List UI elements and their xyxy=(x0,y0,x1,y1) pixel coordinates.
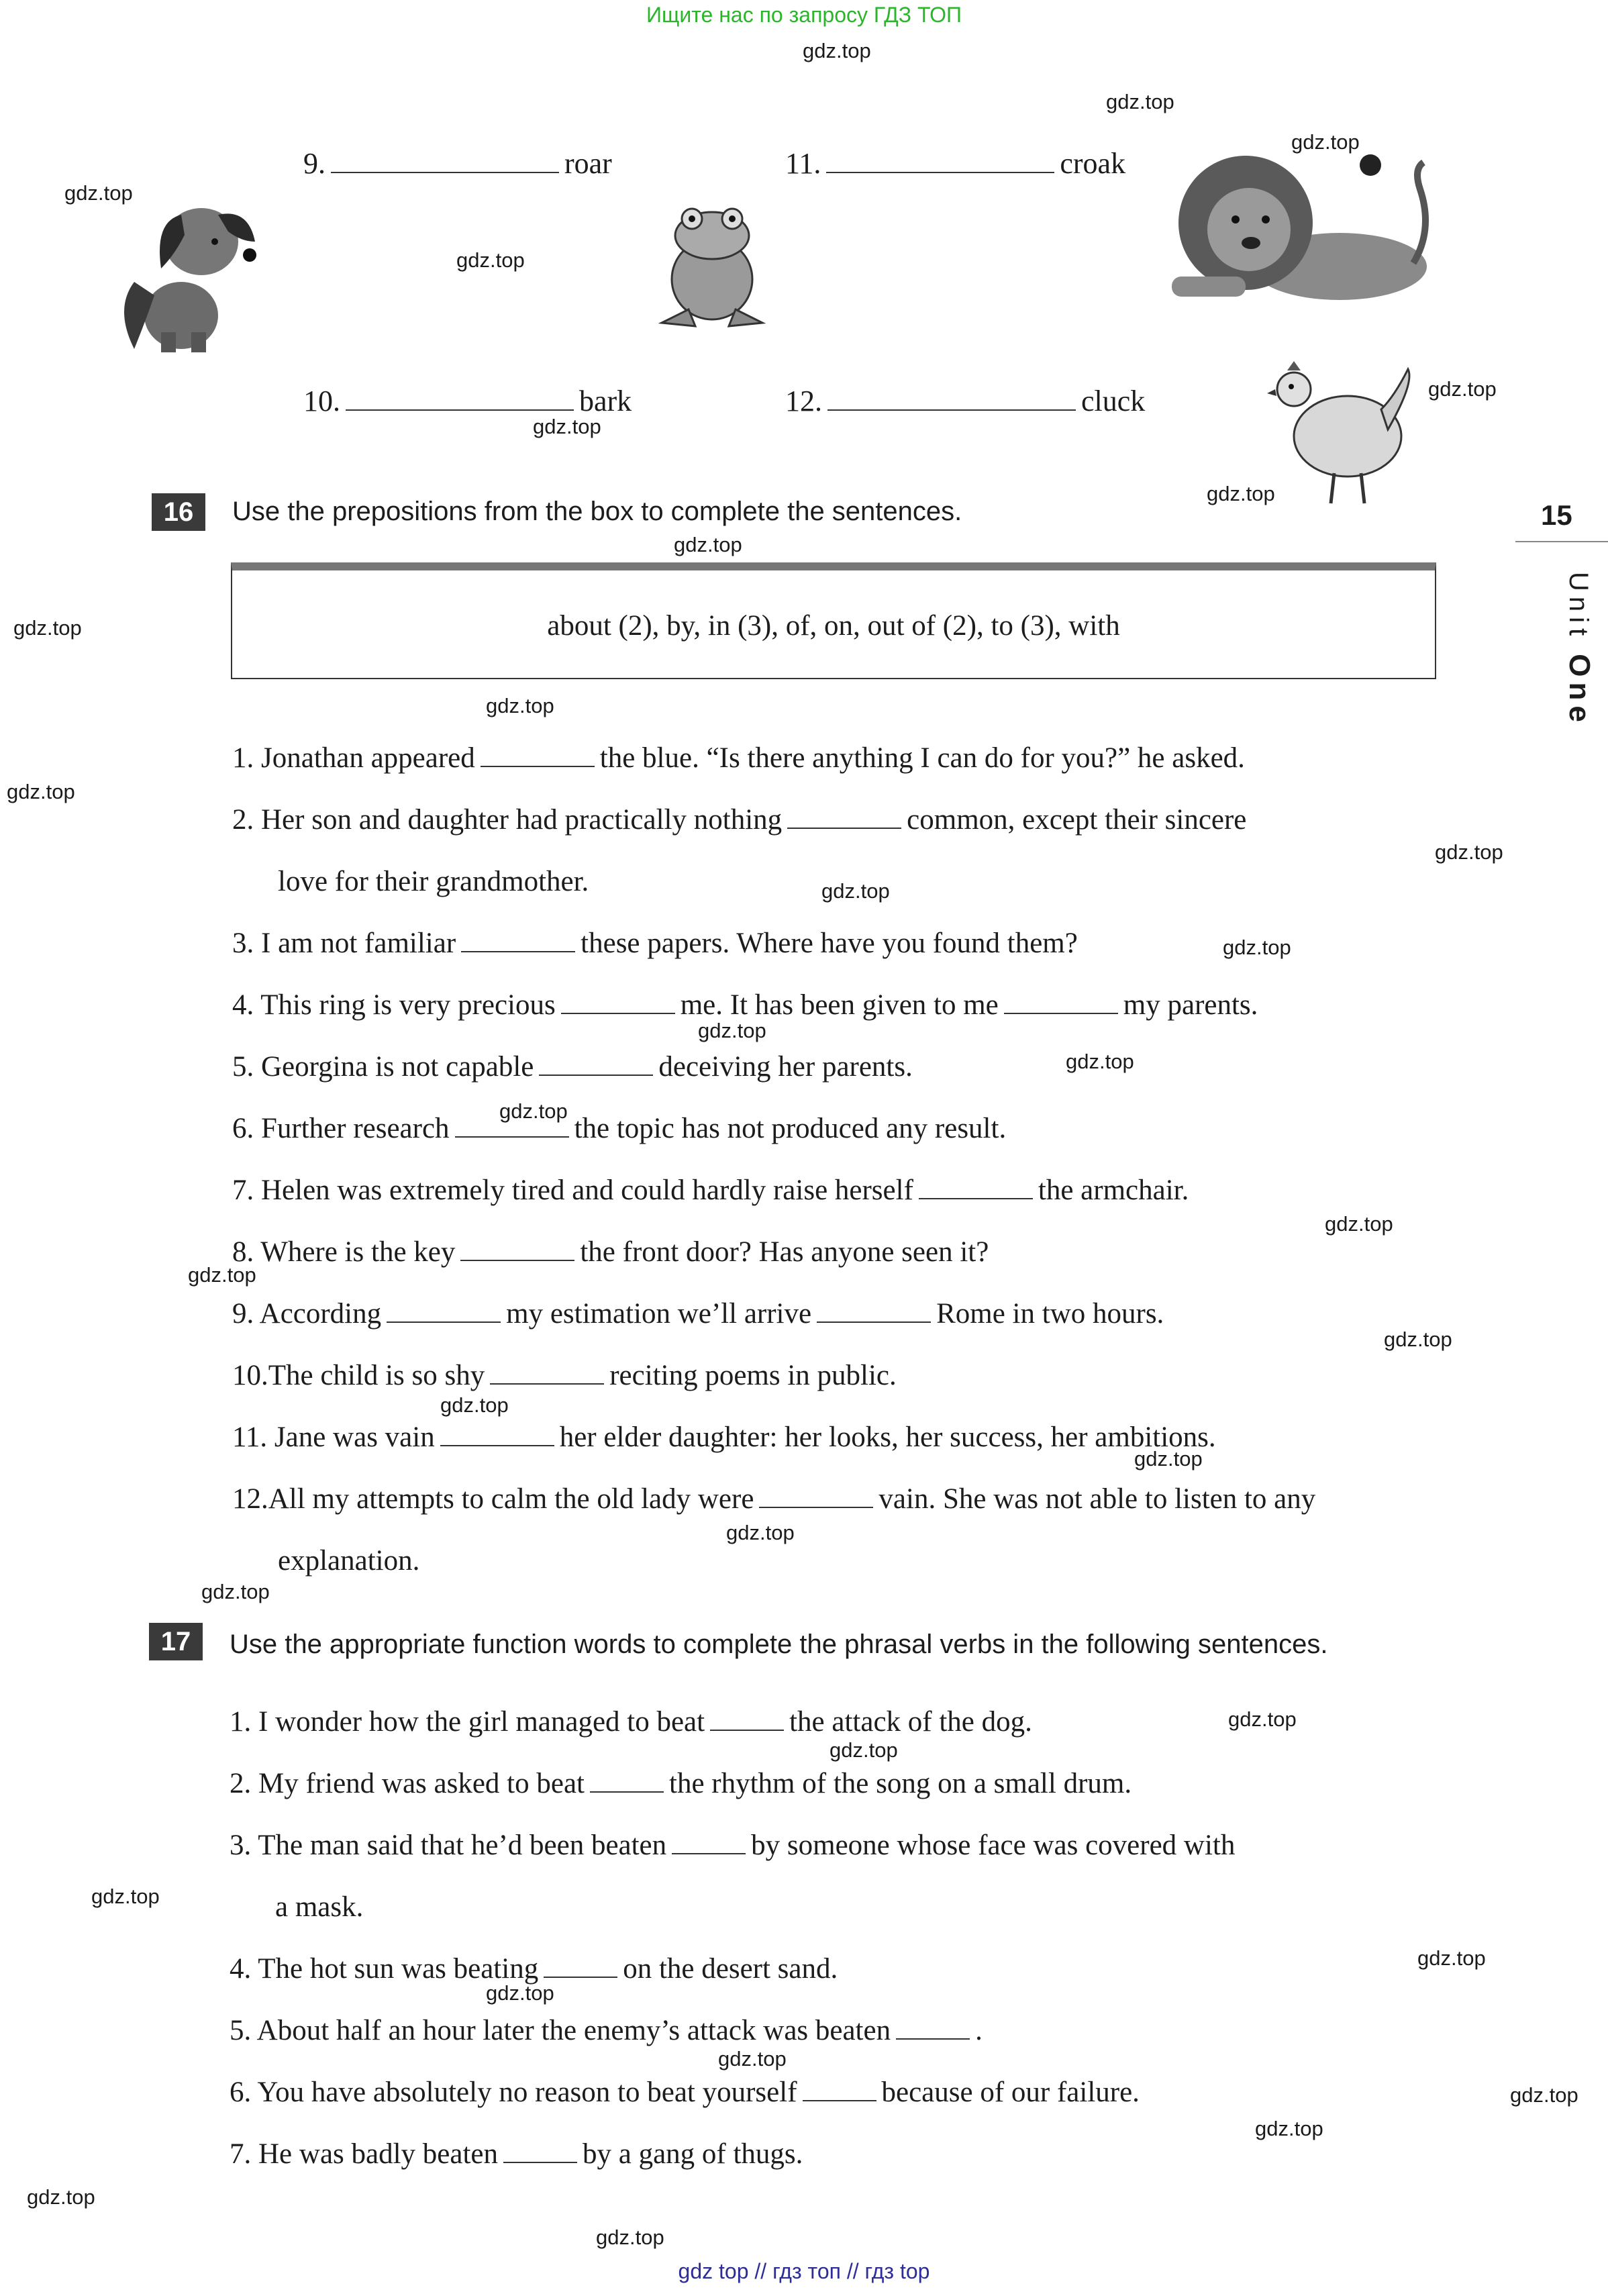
ex16-item-4 xyxy=(232,991,1258,1019)
ex16-item-12 xyxy=(232,1485,1315,1513)
sentence-text: He was badly beaten xyxy=(258,2138,498,2170)
answer-blank[interactable] xyxy=(460,1240,574,1261)
item-number: 3. xyxy=(232,928,254,959)
sentence-text: the blue. “Is there anything I can do for you?” he asked. xyxy=(599,742,1245,774)
exercise-16-title: Use the prepositions from the box to complete the sentences. xyxy=(232,497,962,526)
watermark: gdz.top xyxy=(533,415,601,438)
sound-word: croak xyxy=(1060,147,1126,180)
watermark: gdz.top xyxy=(1066,1050,1134,1073)
sentence-text: This ring is very precious xyxy=(260,989,556,1021)
ex17-item-5 xyxy=(230,2016,983,2045)
watermark: gdz.top xyxy=(1207,482,1275,505)
sentence-text: love for their grandmother. xyxy=(278,866,589,897)
sound-word: roar xyxy=(564,147,612,180)
ex17-item-2 xyxy=(230,1769,1132,1798)
sentence-text: deceiving her parents. xyxy=(658,1051,913,1083)
ex16-item-9 xyxy=(232,1299,1164,1328)
exercise-16-badge: 16 xyxy=(152,493,205,531)
ex16-item-10 xyxy=(232,1361,897,1390)
watermark: gdz.top xyxy=(486,1981,554,2005)
item-number: 1. xyxy=(230,1706,252,1738)
ex16-item-12-cont xyxy=(278,1546,419,1575)
sentence-text: the armchair. xyxy=(1038,1175,1189,1206)
ex16-item-8 xyxy=(232,1238,989,1266)
item-number: 11. xyxy=(785,147,821,180)
watermark: gdz.top xyxy=(64,181,133,205)
sentence-text: by a gang of thugs. xyxy=(583,2138,803,2170)
sentence-text: The man said that he’d been beaten xyxy=(258,1830,667,1861)
answer-blank[interactable] xyxy=(490,1363,604,1385)
watermark: gdz.top xyxy=(803,39,871,62)
answer-blank[interactable] xyxy=(759,1487,873,1508)
sentence-text: my parents. xyxy=(1123,989,1258,1021)
item-number: 8. xyxy=(232,1236,254,1268)
item-number: 3. xyxy=(230,1830,252,1861)
watermark: gdz.top xyxy=(13,616,82,640)
item-number: 9. xyxy=(303,147,325,180)
sentence-text: The child is so shy xyxy=(268,1360,485,1391)
sentence-text: explanation. xyxy=(278,1545,420,1577)
sentence-text: Georgina is not capable xyxy=(261,1051,534,1083)
sentence-text: My friend was asked to beat xyxy=(258,1768,585,1799)
answer-blank[interactable] xyxy=(440,1425,554,1446)
item-number: 12. xyxy=(785,385,822,417)
sentence-text: vain. She was not able to listen to any xyxy=(878,1483,1316,1515)
answer-blank[interactable] xyxy=(387,1301,501,1323)
animal-sound-12 xyxy=(785,384,1145,418)
animal-sound-10 xyxy=(303,384,632,418)
item-number: 7. xyxy=(232,1175,254,1206)
sentence-text: . xyxy=(975,2015,983,2046)
watermark: gdz.top xyxy=(188,1263,256,1287)
ex17-item-6 xyxy=(230,2078,1140,2107)
lion-illustration xyxy=(1165,149,1440,310)
watermark: gdz.top xyxy=(821,879,890,903)
answer-blank[interactable] xyxy=(1004,993,1118,1014)
watermark: gdz.top xyxy=(674,533,742,556)
sentence-text: About half an hour later the enemy’s attack was beaten xyxy=(256,2015,891,2046)
sentence-text: Further research xyxy=(261,1113,450,1144)
ex17-item-7 xyxy=(230,2140,803,2168)
sentence-text: Helen was extremely tired and could hardly raise herself xyxy=(261,1175,913,1206)
watermark: gdz.top xyxy=(1435,840,1503,864)
watermark: gdz.top xyxy=(1428,377,1497,401)
watermark: gdz.top xyxy=(1417,1946,1486,1970)
answer-blank[interactable] xyxy=(461,931,575,952)
ex16-item-1 xyxy=(232,744,1245,772)
answer-blank[interactable] xyxy=(787,807,901,829)
animal-sound-11 xyxy=(785,146,1125,181)
item-number: 2. xyxy=(232,804,254,836)
unit-label-main: One xyxy=(1563,654,1596,728)
answer-blank[interactable] xyxy=(590,1771,664,1793)
ex16-item-5 xyxy=(232,1052,913,1081)
answer-blank[interactable] xyxy=(710,1709,784,1731)
answer-blank[interactable] xyxy=(672,1833,746,1854)
item-number: 2. xyxy=(230,1768,252,1799)
sentence-text: the rhythm of the song on a small drum. xyxy=(669,1768,1132,1799)
watermark: gdz.top xyxy=(1384,1328,1452,1351)
answer-blank[interactable] xyxy=(455,1116,569,1138)
watermark: gdz.top xyxy=(596,2226,664,2249)
item-number: 10. xyxy=(232,1360,268,1391)
watermark: gdz.top xyxy=(718,2047,787,2070)
sentence-text: a mask. xyxy=(275,1891,364,1923)
page-number: 15 xyxy=(1541,499,1572,531)
dog-illustration xyxy=(107,181,268,356)
answer-blank[interactable] xyxy=(826,152,1054,173)
sentence-text: You have absolutely no reason to beat yourself xyxy=(257,2077,797,2108)
sentence-text: the front door? Has anyone seen it? xyxy=(580,1236,989,1268)
sentence-text: because of our failure. xyxy=(881,2077,1140,2108)
sound-word: cluck xyxy=(1081,385,1146,417)
unit-label-prefix: Unit xyxy=(1564,572,1593,654)
animal-sound-9 xyxy=(303,146,612,181)
sentence-text: common, except their sincere xyxy=(907,804,1247,836)
prepositions-box xyxy=(231,562,1436,679)
top-banner: Ищите нас по запросу ГДЗ ТОП xyxy=(646,3,962,27)
sentence-text: me. It has been given to me xyxy=(680,989,999,1021)
sentence-text: on the desert sand. xyxy=(623,1953,838,1985)
answer-blank[interactable] xyxy=(544,1956,617,1978)
unit-label xyxy=(1564,572,1597,766)
item-number: 5. xyxy=(230,2015,252,2046)
item-number: 4. xyxy=(230,1953,252,1985)
sentence-text: Jonathan appeared xyxy=(261,742,475,774)
sentence-text: I wonder how the girl managed to beat xyxy=(258,1706,705,1738)
item-number: 9. xyxy=(232,1298,254,1330)
bottom-banner: gdz top // гдз топ // гдз top xyxy=(678,2259,930,2283)
sentence-text: According xyxy=(259,1298,382,1330)
ex16-item-6 xyxy=(232,1114,1006,1143)
frog-illustration xyxy=(648,199,776,333)
prepositions-list: about (2), by, in (3), of, on, out of (2), to (3), with xyxy=(547,610,1120,642)
answer-blank[interactable] xyxy=(827,389,1076,411)
answer-blank[interactable] xyxy=(539,1054,653,1076)
ex17-item-4 xyxy=(230,1954,838,1983)
exercise-17-title: Use the appropriate function words to complete the phrasal verbs in the following sentences. xyxy=(230,1630,1328,1659)
answer-blank[interactable] xyxy=(503,2142,577,2163)
sentence-text: Her son and daughter had practically nothing xyxy=(261,804,783,836)
answer-blank[interactable] xyxy=(817,1301,931,1323)
watermark: gdz.top xyxy=(1106,90,1174,113)
sentence-text: I am not familiar xyxy=(261,928,456,959)
sentence-text: Where is the key xyxy=(260,1236,456,1268)
ex17-item-3 xyxy=(230,1831,1235,1860)
item-number: 6. xyxy=(232,1113,254,1144)
sentence-text: the topic has not produced any result. xyxy=(574,1113,1007,1144)
hen-illustration xyxy=(1267,356,1421,510)
watermark: gdz.top xyxy=(1325,1212,1393,1236)
answer-blank[interactable] xyxy=(561,993,675,1014)
exercise-17-badge: 17 xyxy=(149,1623,203,1660)
watermark: gdz.top xyxy=(1510,2083,1578,2107)
sentence-text: reciting poems in public. xyxy=(609,1360,897,1391)
watermark: gdz.top xyxy=(698,1019,766,1042)
sentence-text: her elder daughter: her looks, her success, her ambitions. xyxy=(559,1421,1216,1453)
ex16-item-7 xyxy=(232,1176,1189,1205)
answer-blank[interactable] xyxy=(481,746,595,767)
ex17-item-1 xyxy=(230,1707,1032,1736)
watermark: gdz.top xyxy=(1291,130,1360,154)
watermark: gdz.top xyxy=(201,1580,270,1603)
ex17-item-3-cont xyxy=(275,1893,363,1921)
page-number-rule xyxy=(1515,541,1608,542)
watermark: gdz.top xyxy=(27,2185,95,2209)
sentence-text: Jane was vain xyxy=(274,1421,435,1453)
ex16-item-2-cont xyxy=(278,867,589,896)
sentence-text: Rome in two hours. xyxy=(936,1298,1164,1330)
watermark: gdz.top xyxy=(7,780,75,803)
answer-blank[interactable] xyxy=(331,152,559,173)
watermark: gdz.top xyxy=(1134,1447,1203,1470)
watermark: gdz.top xyxy=(1228,1707,1297,1731)
sentence-text: The hot sun was beating xyxy=(258,1953,539,1985)
sentence-text: my estimation we’ll arrive xyxy=(506,1298,812,1330)
item-number: 11. xyxy=(232,1421,268,1453)
item-number: 4. xyxy=(232,989,254,1021)
ex16-item-11 xyxy=(232,1423,1216,1452)
watermark: gdz.top xyxy=(499,1099,568,1123)
watermark: gdz.top xyxy=(1255,2117,1323,2140)
watermark: gdz.top xyxy=(456,248,525,272)
watermark: gdz.top xyxy=(91,1885,160,1908)
item-number: 5. xyxy=(232,1051,254,1083)
sentence-text: by someone whose face was covered with xyxy=(751,1830,1236,1861)
sentence-text: All my attempts to calm the old lady were xyxy=(268,1483,754,1515)
watermark: gdz.top xyxy=(830,1738,898,1762)
sentence-text: the attack of the dog. xyxy=(789,1706,1032,1738)
item-number: 1. xyxy=(232,742,254,774)
watermark: gdz.top xyxy=(1223,936,1291,959)
watermark: gdz.top xyxy=(486,694,554,717)
watermark: gdz.top xyxy=(440,1393,509,1417)
answer-blank[interactable] xyxy=(346,389,574,411)
item-number: 7. xyxy=(230,2138,252,2170)
answer-blank[interactable] xyxy=(896,2018,970,2040)
watermark: gdz.top xyxy=(726,1521,795,1544)
sentence-text: these papers. Where have you found them? xyxy=(581,928,1078,959)
item-number: 10. xyxy=(303,385,340,417)
ex16-item-3 xyxy=(232,929,1078,958)
ex16-item-2 xyxy=(232,805,1440,834)
sound-word: bark xyxy=(579,385,632,417)
answer-blank[interactable] xyxy=(803,2080,876,2101)
answer-blank[interactable] xyxy=(919,1178,1033,1199)
item-number: 6. xyxy=(230,2077,252,2108)
item-number: 12. xyxy=(232,1483,268,1515)
